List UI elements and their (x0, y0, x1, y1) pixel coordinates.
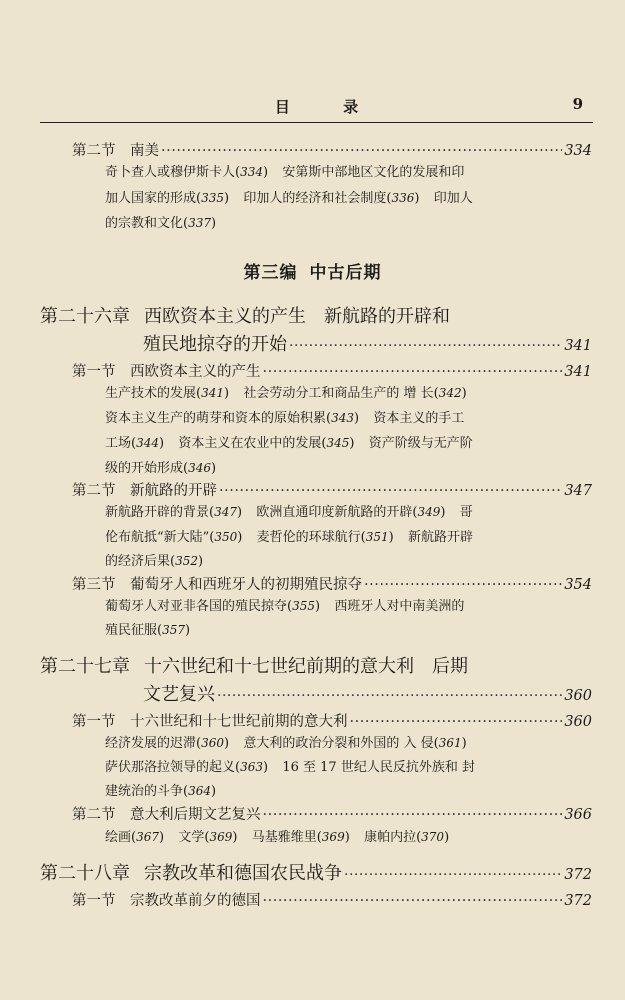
toc-subtopics-line: 资本主义生产的萌芽和资本的原始积累(343) 资本主义的手工 (105, 411, 465, 426)
toc-entry-label: 第三节 葡萄牙人和西班牙人的初期殖民掠夺 (72, 577, 362, 593)
leader-dots (263, 807, 563, 823)
part-title: 中古后期 (309, 263, 382, 283)
chapter-label: 第二十八章 (40, 863, 130, 884)
toc-subtopics-line: 新航路开辟的背景(347) 欧洲直通印度新航路的开辟(349) 哥 (105, 505, 473, 520)
toc-subtopics-line: 的宗教和文化(337) (105, 216, 217, 231)
chapter-title: 十六世纪和十七世纪前期的意大利 后期 (144, 656, 468, 677)
leader-dots (350, 714, 563, 730)
toc-subtopics-line: 建统治的斗争(364) (105, 784, 217, 799)
toc-entry-label: 第二节 意大利后期文艺复兴 (72, 807, 261, 823)
toc-entry-new-routes (72, 479, 592, 500)
leader-dots (289, 338, 562, 354)
toc-entry-late-renaissance (72, 803, 592, 824)
toc-subtopics-line: 经济发展的迟滞(360) 意大利的政治分裂和外国的 入 侵(361) (105, 736, 467, 751)
chapter-label: 第二十七章 (40, 656, 130, 677)
toc-entry-page: 341 (564, 338, 592, 354)
toc-entry-pre-reformation-germany (72, 889, 592, 910)
toc-entry-italy (72, 710, 592, 731)
toc-entry-south-america (72, 139, 592, 160)
part-heading (0, 258, 625, 283)
chapter-label: 第二十六章 (40, 306, 130, 327)
leader-dots (219, 483, 562, 499)
toc-entry-page: 366 (564, 807, 592, 823)
toc-chapter-27-line1 (40, 652, 468, 678)
toc-entry-page: 341 (564, 364, 592, 380)
toc-entry-label: 第一节 西欧资本主义的产生 (72, 364, 261, 380)
toc-subtopics-line: 级的开始形成(346) (105, 461, 217, 476)
leader-dots (217, 688, 562, 704)
leader-dots (263, 364, 563, 380)
toc-subtopics-line: 殖民征服(357) (105, 623, 191, 638)
toc-entry-page: 372 (564, 867, 592, 883)
toc-subtopics-line: 的经济后果(352) (105, 554, 204, 569)
toc-entry-page: 372 (564, 893, 592, 909)
toc-entry-page: 360 (564, 714, 592, 730)
leader-dots (161, 143, 562, 159)
toc-subtopics-line: 伦布航抵“新大陆”(350) 麦哲伦的环球航行(351) 新航路开辟 (105, 530, 474, 545)
toc-chapter-26-line1 (40, 302, 450, 328)
toc-subtopics-line: 奇卜查人或穆伊斯卡人(334) 安第斯中部地区文化的发展和印 (105, 165, 465, 180)
toc-entry-page: 334 (564, 143, 592, 159)
toc-entry-page: 354 (564, 577, 592, 593)
toc-chapter-28 (40, 859, 592, 885)
chapter-title: 宗教改革和德国农民战争 (144, 863, 342, 884)
header-title: 目 录 (274, 98, 383, 116)
toc-subtopics-line: 葡萄牙人对亚非各国的殖民掠夺(355) 西班牙人对中南美洲的 (105, 599, 465, 614)
toc-subtopics-line: 萨伏那洛拉领导的起义(363) 16 至 17 世纪人民反抗外族和 封 (105, 760, 475, 775)
leader-dots (364, 577, 562, 593)
toc-subtopics-line: 工场(344) 资本主义在农业中的发展(345) 资产阶级与无产阶 (105, 436, 473, 451)
chapter-title-cont: 殖民地掠夺的开始 (143, 334, 287, 355)
toc-subtopics-line: 加人国家的形成(335) 印加人的经济和社会制度(336) 印加人 (105, 191, 473, 206)
leader-dots (344, 867, 562, 883)
running-header (40, 92, 593, 123)
toc-entry-page: 347 (564, 483, 592, 499)
toc-chapter-27-line2 (143, 680, 592, 706)
toc-subtopics-line: 绘画(367) 文学(369) 马基雅维里(369) 康帕内拉(370) (105, 830, 450, 845)
chapter-title: 西欧资本主义的产生 新航路的开辟和 (144, 306, 450, 327)
toc-chapter-26-line2 (143, 330, 592, 356)
toc-entry-capitalism (72, 360, 592, 381)
header-page-number: 9 (572, 95, 583, 113)
toc-entry-label: 第二节 南美 (72, 143, 159, 159)
toc-entry-label: 第二节 新航路的开辟 (72, 483, 217, 499)
leader-dots (263, 893, 563, 909)
part-label: 第三编 (243, 263, 298, 283)
toc-entry-page: 360 (564, 688, 592, 704)
toc-entry-label: 第一节 宗教改革前夕的德国 (72, 893, 261, 909)
chapter-title-cont: 文艺复兴 (143, 684, 215, 705)
toc-entry-label: 第一节 十六世纪和十七世纪前期的意大利 (72, 714, 348, 730)
toc-subtopics-line: 生产技术的发展(341) 社会劳动分工和商品生产的 增 长(342) (105, 386, 467, 401)
toc-entry-colonial-plunder (72, 573, 592, 594)
